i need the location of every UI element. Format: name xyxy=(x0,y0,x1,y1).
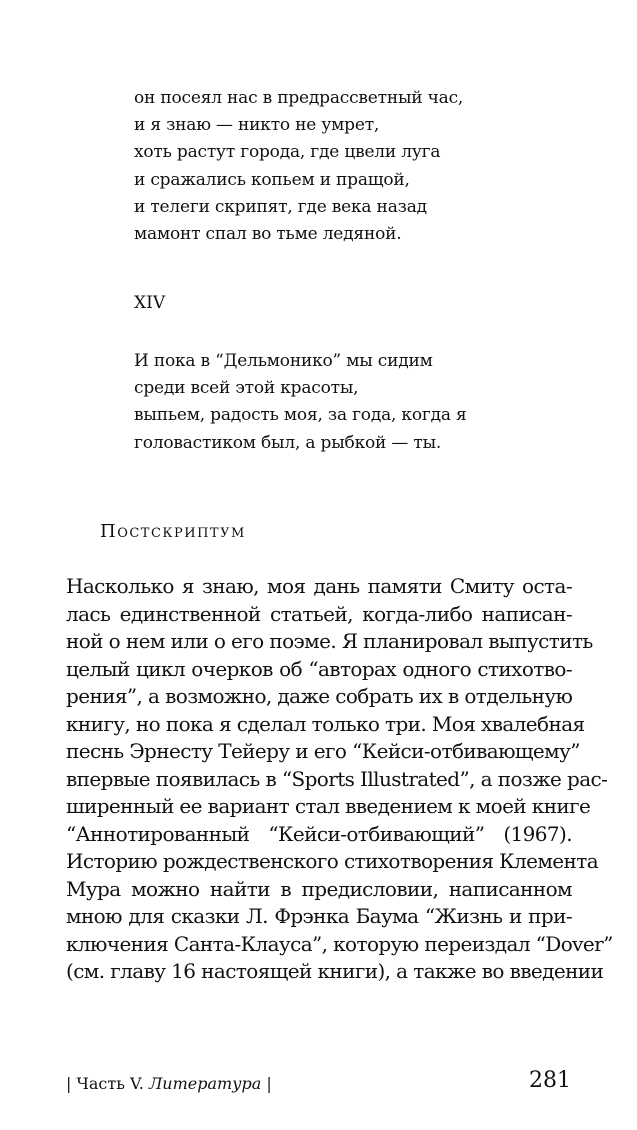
postscript-heading: Постскриптум xyxy=(100,521,246,542)
poem-line: и телеги скрипят, где века назад xyxy=(134,196,427,217)
paragraph-line: лась единственной статьей, когда-либо написан- xyxy=(66,601,572,626)
paragraph-line: целый цикл очерков об “авторах одного стихотво- xyxy=(66,656,572,681)
poem-line: головастиком был, а рыбкой — ты. xyxy=(134,432,442,453)
paragraph-line: ширенный ее вариант стал введением к моей книге xyxy=(66,794,591,818)
paragraph-line: Насколько я знаю, моя дань памяти Смиту оста- xyxy=(66,574,572,598)
paragraph-line: ной о нем или о его поэме. Я планировал выпустить xyxy=(66,629,593,653)
poem-line: мамонт спал во тьме ледяной. xyxy=(134,224,402,245)
footer-part-title: Литература xyxy=(148,1074,262,1093)
poem-line: среди всей этой красоты, xyxy=(134,378,359,399)
poem-line: выпьем, радость моя, за года, когда я xyxy=(134,405,467,426)
paragraph-line: песнь Эрнесту Тейеру и его “Кейси-отбивающему” xyxy=(66,739,580,763)
paragraph-line: ключения Санта-Клауса”, которую переиздал “Dover” xyxy=(66,931,613,956)
poem-stanza-after xyxy=(134,348,574,457)
footer-part-label: Часть V. xyxy=(76,1074,144,1093)
paragraph-line: впервые появилась в “Sports Illustrated”, а позже рас- xyxy=(66,766,608,791)
poem-line: хоть растут города, где цвели луга xyxy=(134,142,441,163)
poem-line: и сражались копьем и пращой, xyxy=(134,169,410,190)
paragraph-line: Мура можно найти в предисловии, написанном xyxy=(66,876,572,901)
postscript-paragraph xyxy=(66,573,613,986)
section-numeral: XIV xyxy=(134,293,166,313)
poem-line: он посеял нас в предрассветный час, xyxy=(134,88,464,108)
paragraph-line: книгу, но пока я сделал только три. Моя хвалебная xyxy=(66,711,585,736)
paragraph-line: мною для сказки Л. Фрэнка Баума “Жизнь и при- xyxy=(66,904,572,928)
footer-bar-right: | xyxy=(266,1074,272,1093)
footer-bar-left: | xyxy=(66,1074,72,1093)
paragraph-line: Историю рождественского стихотворения Клемента xyxy=(66,849,599,873)
page-number: 281 xyxy=(529,1068,571,1093)
poem-line: и я знаю — никто не умрет, xyxy=(134,115,380,136)
running-footer xyxy=(66,1072,272,1096)
paragraph-line: “Аннотированный “Кейси-отбивающий” (1967). xyxy=(66,821,572,846)
paragraph-line: рения”, а возможно, даже собрать их в отдельную xyxy=(66,684,573,708)
poem-line: И пока в “Дельмонико” мы сидим xyxy=(134,351,433,371)
poem-stanza-before xyxy=(134,85,574,248)
paragraph-line: (см. главу 16 настоящей книги), а также во введении xyxy=(66,959,604,983)
